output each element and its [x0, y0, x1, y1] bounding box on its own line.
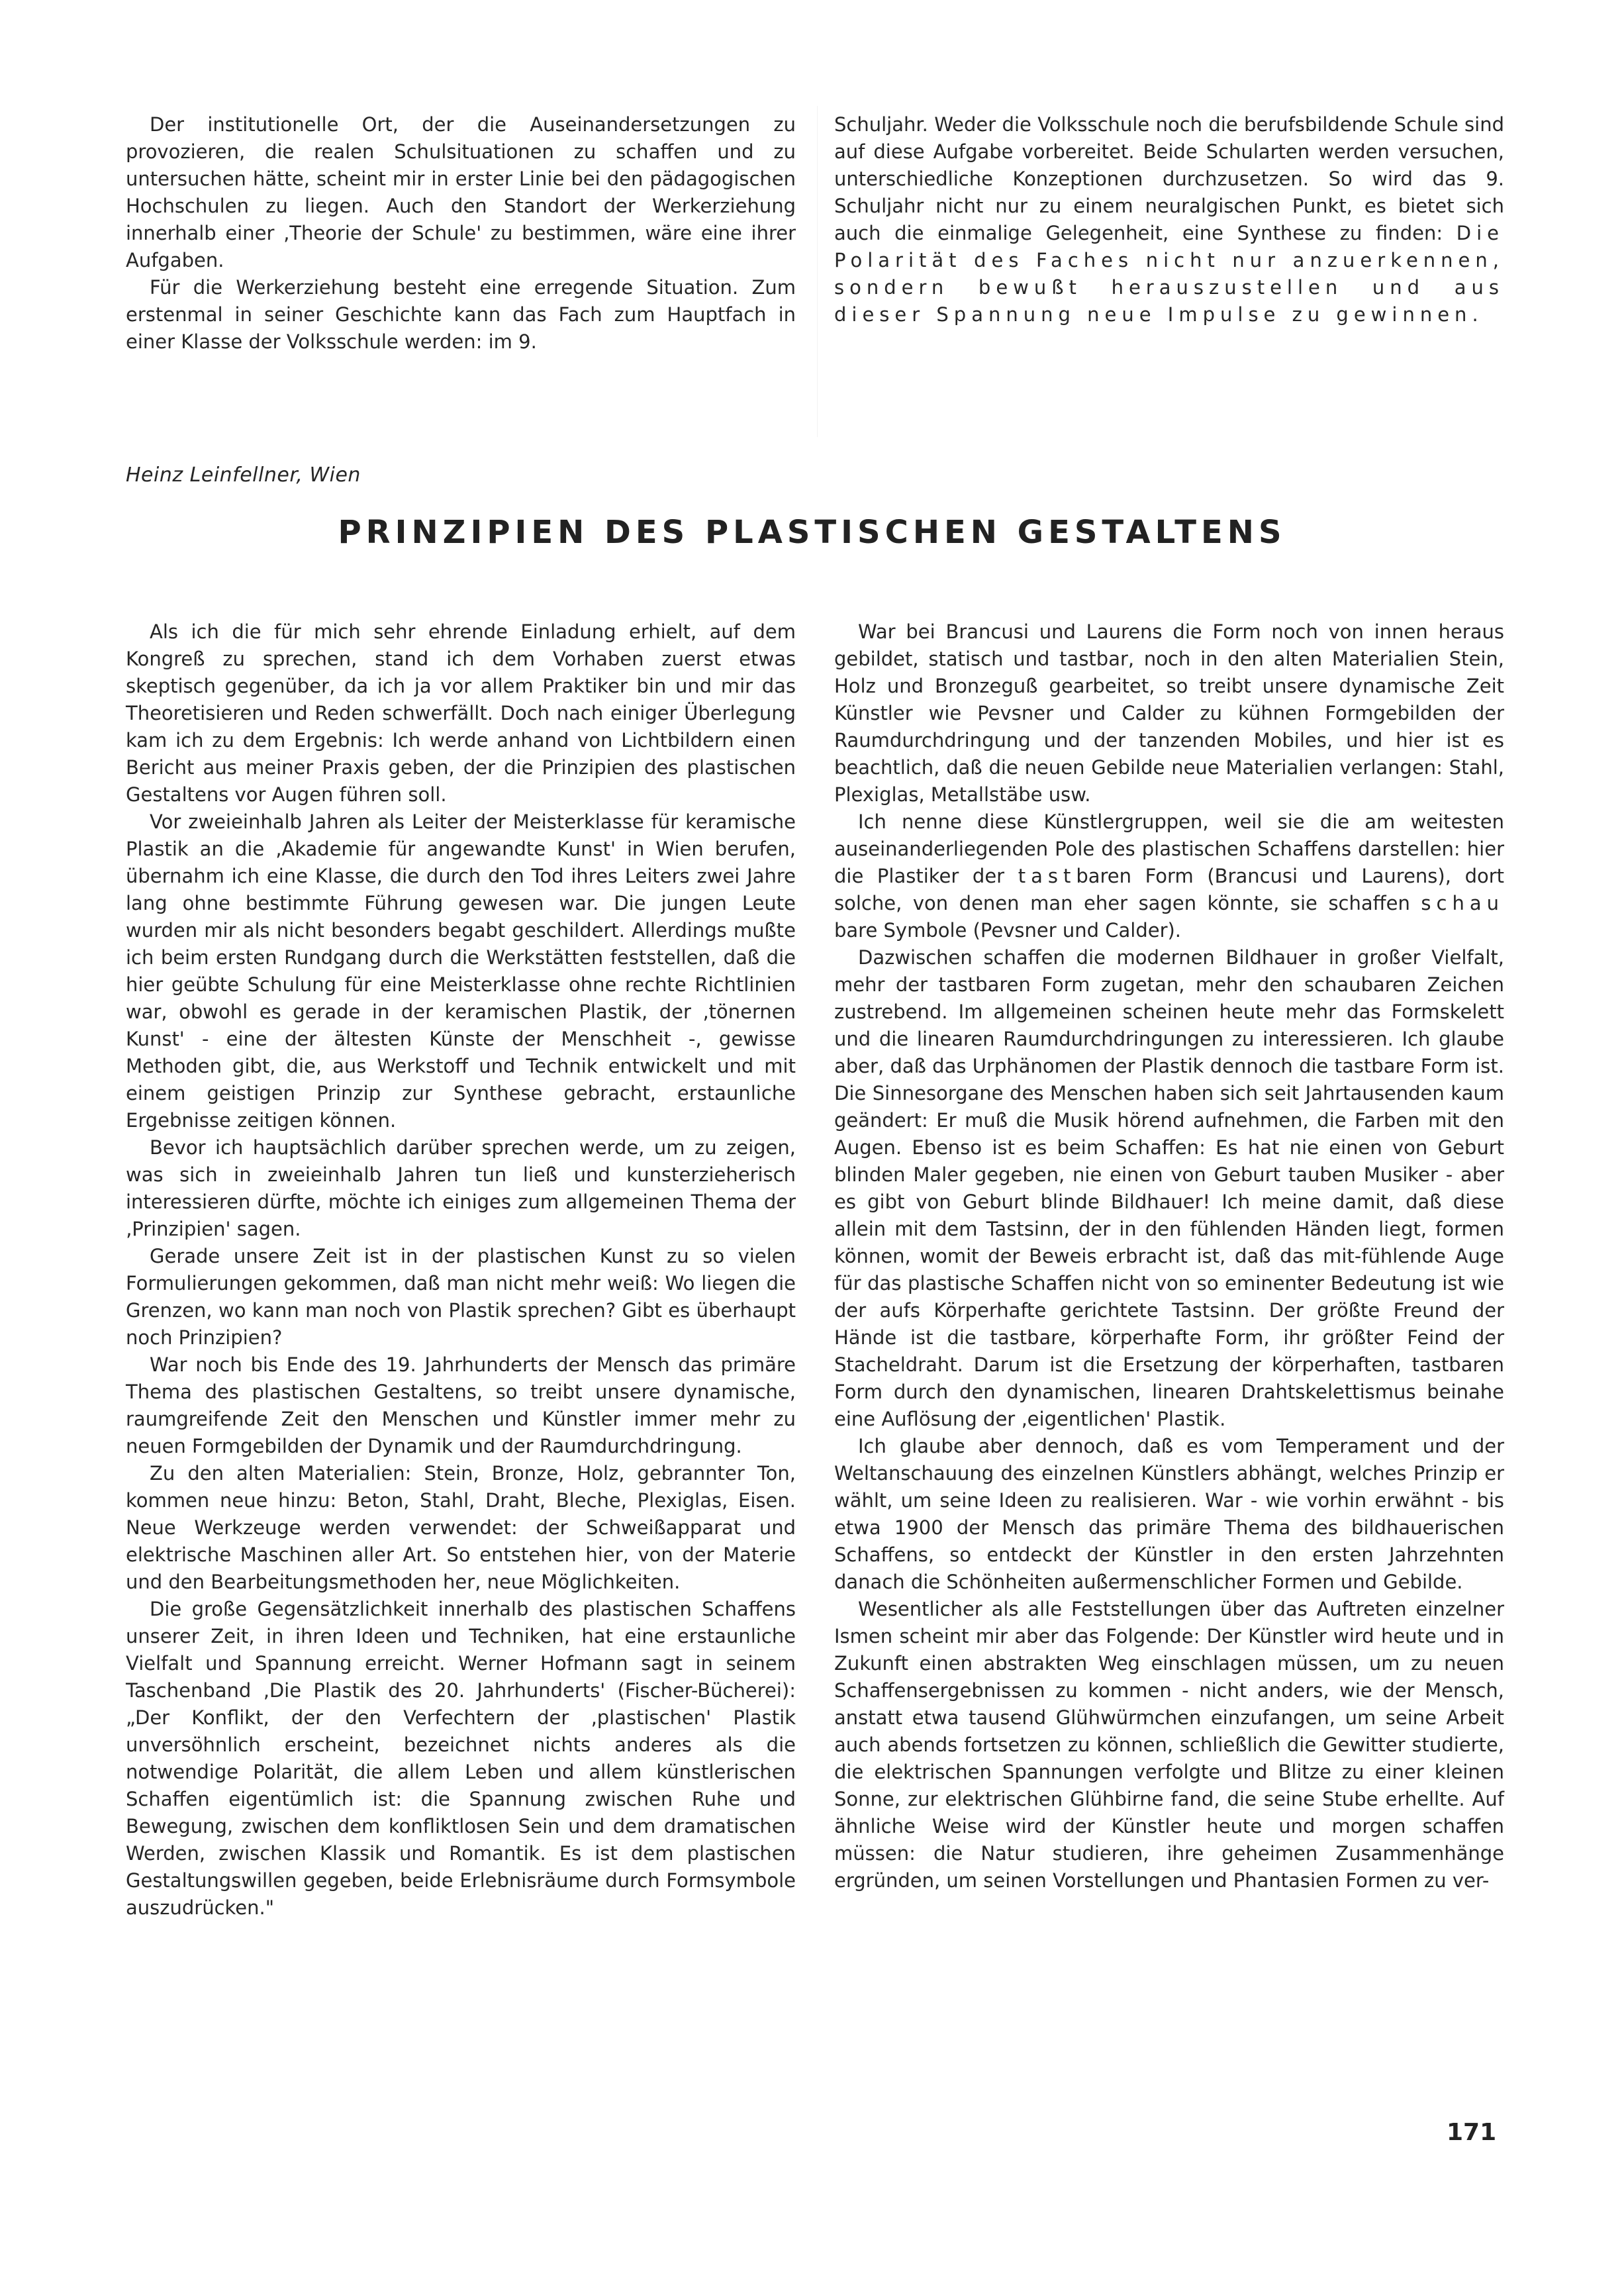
emphasized-text: schau	[1421, 892, 1505, 914]
paragraph: Der institutionelle Ort, der die Auseinandersetzungen zu provozieren, die realen Schulsituationen zu schaffen und zu untersuchen hätte, scheint mir in erster Linie bei den pädagogischen Hochschulen zu liegen. Auch den Standort der Werkerziehung innerhalb einer ‚Theorie der Schule' zu bestimmen, wäre eine ihrer Aufgaben.	[126, 113, 796, 271]
article-author: Heinz Leinfellner, Wien	[126, 464, 361, 487]
paragraph: Die große Gegensätzlichkeit innerhalb des plastischen Schaffens unserer Zeit, in ihren Ideen und Techniken, hat eine erstaunliche Vielfalt und Spannung erreicht. Werner Hofmann sagt in seinem Taschenband ‚Die Plastik des 20. Jahrhunderts' (Fischer-Bücherei): „Der Konflikt, der den Verfechtern der ‚plastischen' Plastik unversöhnlich erscheint, bezeichnet nichts anderes als die notwendige Polarität, die allem Leben und allem künstlerischen Schaffen eigentümlich ist: die Spannung zwischen Ruhe und Bewegung, zwischen dem konfliktlosen Sein und dem dramatischen Werden, zwischen Klassik und Romantik. Es ist dem plastischen Gestaltungswillen gegeben, beide Erlebnisräume durch Formsymbole auszudrücken."	[126, 1598, 796, 1919]
paragraph: Bevor ich hauptsächlich darüber sprechen werde, um zu zeigen, was sich in zweieinhalb Jahren tun ließ und kunsterzieherisch interessieren dürfte, möchte ich einiges zum allgemeinen Thema der ‚Prinzipien' sagen.	[126, 1136, 796, 1240]
paragraph: Zu den alten Materialien: Stein, Bronze, Holz, gebrannter Ton, kommen neue hinzu: Beton, Stahl, Draht, Bleche, Plexiglas, Eisen. Neue Werkzeuge werden verwendet: der Schweißapparat und elektrische Maschinen aller Art. So entstehen hier, von der Materie und den Bearbeitungsmethoden her, neue Möglichkeiten.	[126, 1462, 796, 1593]
paragraph: Als ich die für mich sehr ehrende Einladung erhielt, auf dem Kongreß zu sprechen, stand ich dem Vorhaben zuerst etwas skeptisch gegenüber, da ich ja vor allem Praktiker bin und mir das Theoretisieren und Reden schwerfällt. Doch nach einiger Überlegung kam ich zu dem Ergebnis: Ich werde anhand von Lichtbildern einen Bericht aus meiner Praxis geben, der die Prinzipien des plastischen Gestaltens vor Augen führen soll.	[126, 620, 796, 806]
paragraph-text: bare Symbole (Pevsner und Calder).	[834, 919, 1182, 942]
paragraph: War noch bis Ende des 19. Jahrhunderts der Mensch das primäre Thema des plastischen Gestaltens, so treibt unsere dynamische, raumgreifende Zeit den Menschen und Künstler immer mehr zu neuen Formgebilden der Dynamik und der Raumdurchdringung.	[126, 1353, 796, 1457]
paragraph: Dazwischen schaffen die modernen Bildhauer in großer Vielfalt, mehr der tastbaren Form zugetan, mehr den schaubaren Zeichen zustrebend. Im allgemeinen scheinen heute mehr das Formskelett und die linearen Raumdurchdringungen zu interessieren. Ich glaube aber, daß das Urphänomen der Plastik dennoch die tastbare Form ist. Die Sinnesorgane des Menschen haben sich seit Jahrtausenden kaum geändert: Er muß die Musik hörend aufnehmen, die Farben mit den Augen. Ebenso ist es beim Schaffen: Es hat nie einen von Geburt blinden Maler gegeben, nie einen von Geburt tauben Musiker - aber es gibt von Geburt blinde Bildhauer! Ich meine damit, daß diese allein mit dem Tastsinn, der in den fühlenden Händen liegt, formen können, womit der Beweis erbracht ist, daß das mit-fühlende Auge für das plastische Schaffen nicht von so eminenter Bedeutung ist wie der aufs Körperhafte gerichtete Tastsinn. Der größte Freund der Hände ist die tastbare, körperhafte Form, ihr größter Feind der Stacheldraht. Darum ist die Ersetzung der körperhaften, tastbaren Form durch den dynamischen, linearen Drahtskelettismus beinahe eine Auflösung der ‚eigentlichen' Plastik.	[834, 946, 1504, 1430]
emphasized-text: Die Polarität des Faches nicht nur anzuerkennen, sondern bewußt herauszustellen und aus dieser Spannung neue Impulse zu gewinnen.	[834, 222, 1504, 326]
article-left-column	[126, 618, 796, 1922]
paragraph: Gerade unsere Zeit ist in der plastischen Kunst zu so vielen Formulierungen gekommen, daß man nicht mehr weiß: Wo liegen die Grenzen, wo kann man noch von Plastik sprechen? Gibt es überhaupt noch Prinzipien?	[126, 1245, 796, 1349]
paragraph	[834, 111, 1504, 328]
top-left-column	[126, 111, 796, 356]
paragraph: Ich glaube aber dennoch, daß es vom Temperament und der Weltanschauung des einzelnen Künstlers abhängt, welches Prinzip er wählt, um seine Ideen zu realisieren. War - wie vorhin erwähnt - bis etwa 1900 der Mensch das primäre Thema des bildhauerischen Schaffens, so entdeckt der Künstler in den ersten Jahrzehnten danach die Schönheiten außermenschlicher Formen und Gebilde.	[834, 1435, 1504, 1593]
emphasized-text: tast	[1018, 865, 1076, 887]
paragraph	[834, 808, 1504, 944]
paragraph: Vor zweieinhalb Jahren als Leiter der Meisterklasse für keramische Plastik an die ‚Akademie für angewandte Kunst' in Wien berufen, übernahm ich eine Klasse, die durch den Tod ihres Leiters zwei Jahre lang ohne bestimmte Führung gewesen war. Die jungen Leute wurden mir als nicht besonders begabt geschildert. Allerdings mußte ich beim ersten Rundgang durch die Werkstätten feststellen, daß die hier geübte Schulung für eine Meisterklasse ohne rechte Richtlinien war, obwohl es gerade in der keramischen Plastik, der ‚tönernen Kunst' - eine der ältesten Künste der Menschheit -, gewisse Methoden gibt, die, aus Werkstoff und Technik entwickelt und mit einem geistigen Prinzip zur Synthese gebracht, erstaunliche Ergebnisse zeitigen können.	[126, 810, 796, 1132]
scan-shadow-line	[817, 106, 818, 437]
paragraph: Für die Werkerziehung besteht eine erregende Situation. Zum erstenmal in seiner Geschichte kann das Fach zum Hauptfach in einer Klasse der Volksschule werden: im 9.	[126, 276, 796, 353]
top-right-column	[834, 111, 1504, 328]
paragraph-text: Schuljahr. Weder die Volksschule noch die berufsbildende Schule sind auf diese Aufgabe vorbereitet. Beide Schularten werden versuchen, unterschiedliche Konzeptionen durchzusetzen. So wird das 9. Schuljahr nicht nur zu einem neuralgischen Punkt, es bietet sich auch die einmalige Gelegenheit, eine Synthese zu finden:	[834, 113, 1504, 244]
article-title: PRINZIPIEN DES PLASTISCHEN GESTALTENS	[338, 514, 1286, 551]
paragraph: War bei Brancusi und Laurens die Form noch von innen heraus gebildet, statisch und tastbar, noch in den alten Materialien Stein, Holz und Bronzeguß gearbeitet, so treibt unsere dynamische Zeit Künstler wie Pevsner und Calder zu kühnen Formgebilden der Raumdurchdringung und der tanzenden Mobiles, und hier ist es beachtlich, daß die neuen Gebilde neue Materialien verlangen: Stahl, Plexiglas, Metallstäbe usw.	[834, 620, 1504, 806]
article-right-column	[834, 618, 1504, 1894]
page-number: 171	[1447, 2119, 1497, 2146]
paragraph: Wesentlicher als alle Feststellungen über das Auftreten einzelner Ismen scheint mir aber das Folgende: Der Künstler wird heute und in Zukunft einen abstrakten Weg einschlagen müssen, um zu neuen Schaffensergebnissen zu kommen - nicht anders, wie der Mensch, anstatt etwa tausend Glühwürmchen einzufangen, um seine Arbeit auch abends fortsetzen zu können, schließlich die Gewitter studierte, die elektrischen Spannungen verfolgte und Blitze zu einer kleinen Sonne, zur elektrischen Glühbirne fand, die seine Stube erhellte. Auf ähnliche Weise wird der Künstler heute und morgen schaffen müssen: die Natur studieren, ihre geheimen Zusammenhänge ergründen, um seinen Vorstellungen und Phantasien Formen zu ver-	[834, 1598, 1504, 1892]
paragraph-text: baren Form (Brancusi und Laurens), dort solche, von denen man eher sagen könnte, sie schaffen	[834, 865, 1505, 914]
paragraph-text: Ich nenne diese Künstlergruppen, weil sie die am weitesten auseinanderliegenden Pole des plastischen Schaffens darstellen: hier die Plastiker der	[834, 810, 1504, 887]
